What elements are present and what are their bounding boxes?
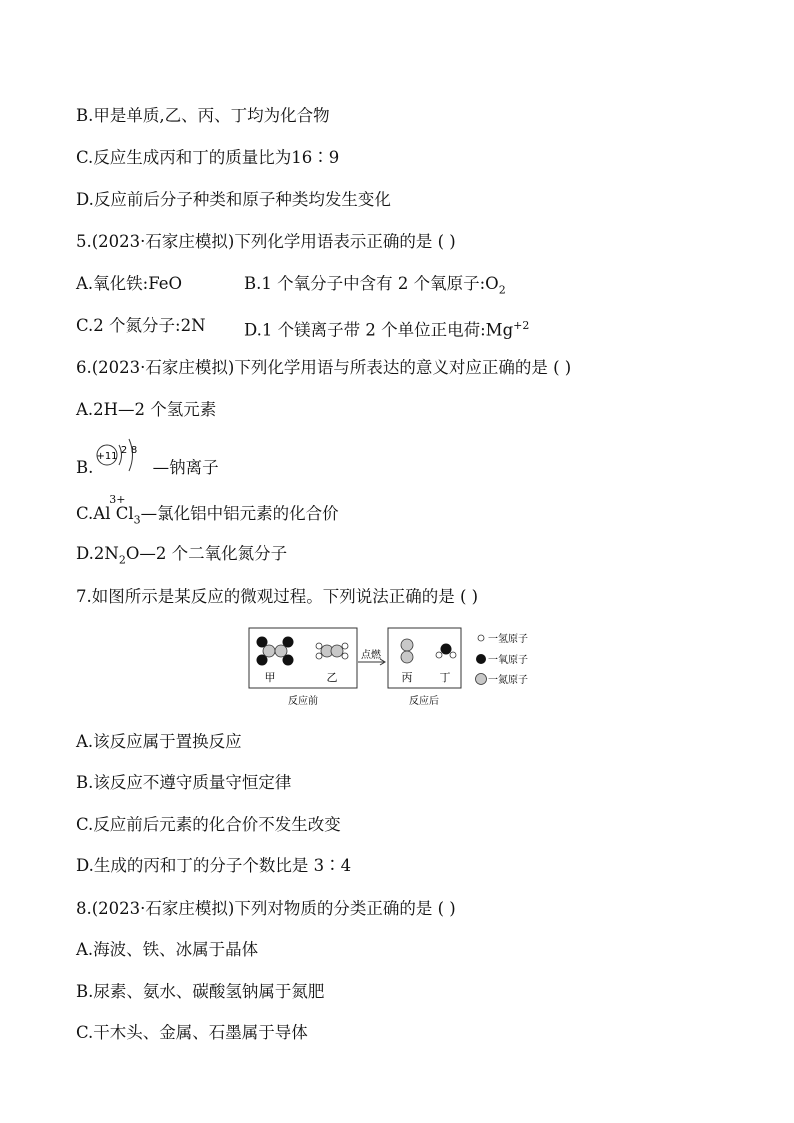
q6-option-d-sub: 2 bbox=[118, 553, 126, 567]
q4-option-c: C.反应生成丙和丁的质量比为16∶9 bbox=[76, 148, 340, 167]
q6-option-b-label: B. bbox=[76, 458, 94, 477]
q5-option-c: C.2 个氮分子:2N bbox=[76, 316, 206, 335]
aluminum-charge: 3+ bbox=[109, 493, 126, 506]
q6-option-b bbox=[76, 445, 219, 479]
nitrogen-atom bbox=[263, 645, 275, 657]
q5-stem: 5.(2023·石家庄模拟)下列化学用语表示正确的是 ( ) bbox=[76, 232, 456, 251]
q6-option-c-formula bbox=[93, 493, 134, 525]
molecule-ding bbox=[436, 644, 456, 659]
legend-oxygen-icon bbox=[476, 654, 486, 664]
hydrogen-atom bbox=[342, 653, 348, 659]
label-ding: 丁 bbox=[439, 671, 451, 684]
q7-option-a: A.该反应属于置换反应 bbox=[76, 732, 242, 751]
legend-oxygen: 一氧原子 bbox=[488, 655, 528, 666]
shell-2-electrons: 8 bbox=[130, 445, 138, 456]
sodium-atom-structure-diagram bbox=[95, 435, 147, 473]
legend-hydrogen-icon bbox=[478, 635, 484, 641]
q7-option-d: D.生成的丙和丁的分子个数比是 3∶4 bbox=[76, 856, 352, 875]
molecule-bing bbox=[401, 639, 413, 663]
q6-option-c bbox=[76, 493, 339, 531]
q5-option-b-sub: 2 bbox=[498, 283, 506, 297]
q4-option-d: D.反应前后分子种类和原子种类均发生变化 bbox=[76, 190, 391, 209]
q6-stem: 6.(2023·石家庄模拟)下列化学用语与所表达的意义对应正确的是 ( ) bbox=[76, 358, 572, 377]
label-jia: 甲 bbox=[264, 671, 276, 684]
oxygen-atom bbox=[441, 644, 452, 655]
q8-option-c: C.干木头、金属、石墨属于导体 bbox=[76, 1023, 308, 1042]
hydrogen-atom bbox=[436, 652, 442, 658]
hydrogen-atom bbox=[450, 652, 456, 658]
legend-hydrogen: 一氢原子 bbox=[488, 634, 528, 645]
q8-option-b: B.尿素、氨水、碳酸氢钠属于氮肥 bbox=[76, 982, 325, 1001]
q5-option-a: A.氧化铁:FeO bbox=[76, 274, 183, 293]
q5-option-b bbox=[244, 273, 506, 301]
hydrogen-atom bbox=[342, 643, 348, 649]
q5-option-d bbox=[244, 315, 529, 342]
reaction-micro-diagram bbox=[248, 624, 548, 714]
legend-nitrogen-icon bbox=[476, 674, 487, 685]
q6-option-d bbox=[76, 543, 287, 571]
nucleus-charge: +11 bbox=[96, 451, 118, 462]
q5-option-d-sup: +2 bbox=[513, 319, 530, 332]
molecule-jia bbox=[257, 637, 294, 666]
q6-option-c-label: C. bbox=[76, 504, 94, 523]
nitrogen-atom bbox=[401, 651, 413, 663]
q7-option-b: B.该反应不遵守质量守恒定律 bbox=[76, 773, 292, 792]
hydrogen-atom bbox=[316, 653, 322, 659]
q7-option-c: C.反应前后元素的化合价不发生改变 bbox=[76, 815, 341, 834]
q8-option-a: A.海波、铁、冰属于晶体 bbox=[76, 940, 259, 959]
q5-option-b-text: B.1 个氧分子中含有 2 个氧原子:O bbox=[244, 274, 499, 293]
q6-option-d-post: O—2 个二氧化氮分子 bbox=[125, 544, 288, 563]
q6-option-b-text: —钠离子 bbox=[152, 458, 219, 477]
shell-1-electrons: 2 bbox=[120, 445, 128, 456]
nitrogen-atom bbox=[401, 639, 413, 651]
q7-stem: 7.如图所示是某反应的微观过程。下列说法正确的是 ( ) bbox=[76, 587, 479, 606]
nitrogen-atom bbox=[331, 645, 343, 657]
q5-option-d-text: D.1 个镁离子带 2 个单位正电荷:Mg bbox=[244, 320, 514, 340]
q6-option-d-pre: D.2N bbox=[76, 544, 119, 563]
arrow-label: 点燃 bbox=[361, 650, 381, 661]
label-before: 反应前 bbox=[288, 696, 318, 707]
label-yi: 乙 bbox=[326, 671, 338, 684]
q6-option-c-sub: 3 bbox=[133, 513, 141, 527]
hydrogen-atom bbox=[316, 643, 322, 649]
q4-option-b: B.甲是单质,乙、丙、丁均为化合物 bbox=[76, 106, 330, 125]
legend-nitrogen: 一氮原子 bbox=[488, 675, 528, 686]
q6-option-c-text: —氯化铝中铝元素的化合价 bbox=[140, 504, 339, 523]
label-after: 反应后 bbox=[409, 696, 439, 707]
molecule-yi bbox=[316, 643, 348, 659]
label-bing: 丙 bbox=[401, 671, 413, 684]
nitrogen-atom bbox=[275, 645, 287, 657]
q6-option-a: A.2H—2 个氢元素 bbox=[76, 400, 217, 419]
q8-stem: 8.(2023·石家庄模拟)下列对物质的分类正确的是 ( ) bbox=[76, 899, 456, 918]
aluminum-chloride-formula: Al Cl bbox=[93, 504, 134, 523]
